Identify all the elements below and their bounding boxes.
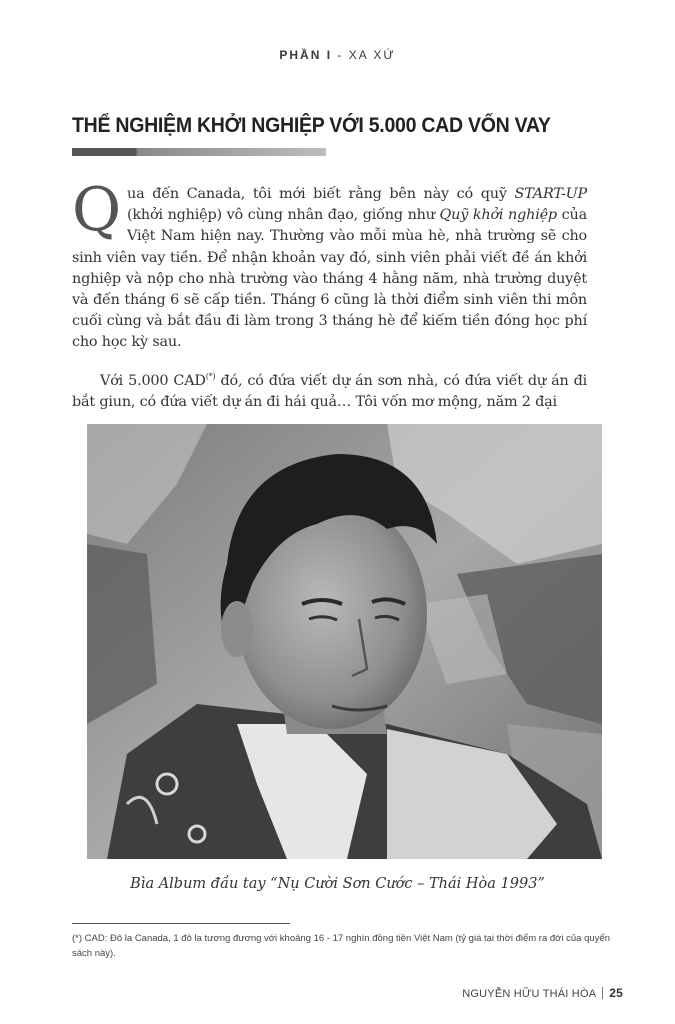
album-cover-photo (87, 424, 602, 859)
section-subtitle: XA XỨ (348, 48, 396, 62)
page-number: 25 (609, 986, 623, 1000)
drop-cap: Q (72, 175, 121, 245)
section-label: PHẦN I (279, 48, 333, 62)
body-text (72, 175, 588, 425)
p1-part-3: của Việt Nam hiện nay. Thường vào mỗi mùa hè, nhà trường sẽ cho sinh viên vay tiền. Để nhận khoản vay đó, sinh viên phải viết đề án khởi nghiệp và nộp cho nhà trường vào tháng 4 hằng năm, nhà trường duyệt và đến tháng 6 sẽ cấp tiền. Tháng 6 cũng là thời điểm sinh viên thi môn cuối cùng và bắt đầu đi làm trong 3 tháng hè để kiếm tiền đóng học phí cho học kỳ sau. (72, 207, 587, 351)
footer-divider (602, 987, 603, 999)
author-name: NGUYỄN HỮU THÁI HÒA (462, 988, 597, 1000)
chapter-title: THỂ NGHIỆM KHỞI NGHIỆP VỚI 5.000 CAD VỐN VAY (72, 114, 551, 137)
paragraph-1 (72, 175, 587, 354)
footnote: (*) CAD: Đô la Canada, 1 đô la tương đương với khoảng 16 - 17 nghìn đồng tiền Việt Nam (tỷ giá tại thời điểm ra đời của quyển sách này). (72, 933, 610, 959)
running-head-separator: - (332, 48, 349, 62)
page-footer (462, 986, 623, 1000)
p1-part-1: ua đến Canada, tôi mới biết rằng bên này có quỹ (127, 186, 515, 202)
title-underline-bar (72, 148, 326, 156)
p1-fund-term: Quỹ khởi nghiệp (439, 207, 557, 224)
photo-caption: Bìa Album đầu tay “Nụ Cười Sơn Cước – Thái Hòa 1993” (130, 876, 545, 892)
p2-start: Với 5.000 CAD (100, 372, 206, 389)
paragraph-2 (72, 366, 587, 413)
footnote-ref: (*) (205, 371, 216, 381)
running-head (0, 48, 675, 62)
footnote-divider (72, 923, 290, 924)
p1-part-2: (khởi nghiệp) vô cùng nhân đạo, giống như (127, 207, 440, 224)
p2-rest: đó, có đứa viết dự án sơn nhà, có đứa viết dự án đi bắt giun, có đứa viết dự án đi hái quả… Tôi vốn mơ mộng, năm 2 đại (72, 372, 588, 410)
p1-startup-term: START-UP (514, 186, 587, 202)
